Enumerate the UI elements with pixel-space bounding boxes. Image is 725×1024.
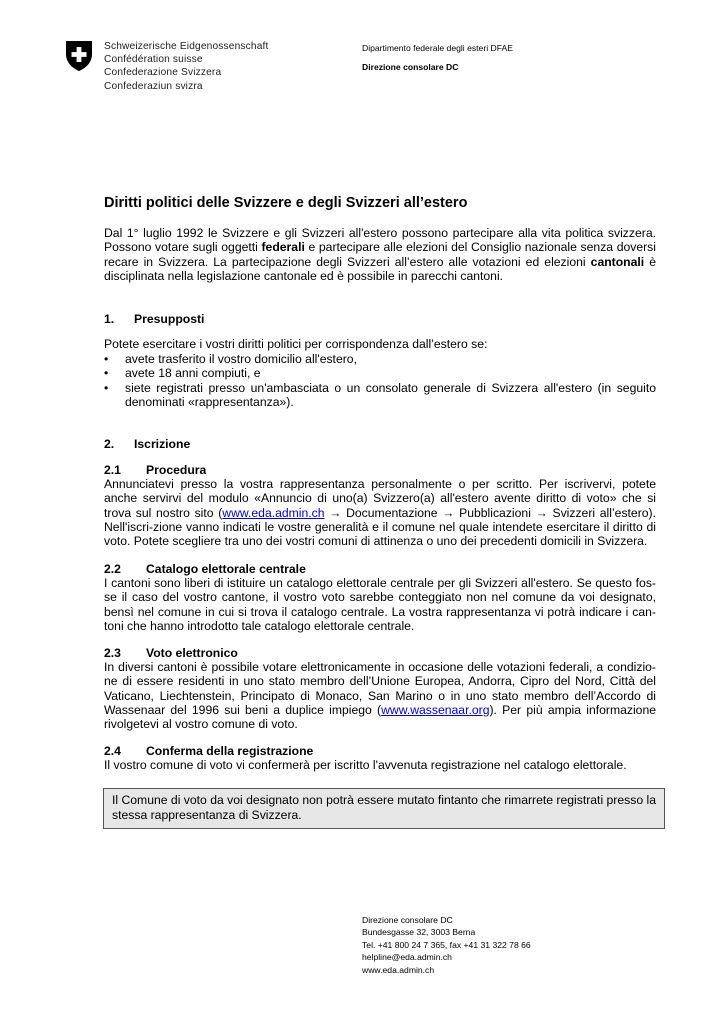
section-number: 1. [104,312,115,326]
section-2-heading [104,437,190,451]
notice-box: Il Comune di voto da voi designato non potrà essere mutato fintanto che rimarrete registrati presso la stessa rappresentanza di Svizzera. [103,788,665,829]
paragraph-text: → Documentazione → Pubblicazioni → Svizzeri all’estero). Nell'iscri-zione vanno indicati le vostre generalità e il comune nel quale intendete esercitare il diritto di voto. Potete scegliere tra uno dei vostri comuni di attinenza o uno dei precedenti domicili in Svizzera. [104,505,656,549]
list-item: • avete 18 anni compiuti, e [104,366,656,380]
eda-website-link[interactable]: www.eda.admin.ch [222,505,325,520]
subsection-number: 2.2 [104,562,121,576]
footer-website: www.eda.admin.ch [362,964,435,975]
intro-bold-cantonali: cantonali [590,254,645,269]
intro-bold-federali: federali [261,240,305,255]
directorate-name: Direzione consolare DC [362,62,459,72]
subsection-2-1-heading [104,463,206,477]
section-title: Iscrizione [134,437,191,451]
intro-text-1: Dal 1° luglio 1992 le Svizzere e gli Svizzeri all'estero possono partecipare alla vita politica svizzera. Possono votare sugli oggetti [104,226,656,255]
subsection-number: 2.3 [104,646,121,660]
confederation-names [104,40,269,93]
subsection-title: Procedura [146,463,207,477]
name-it: Confederazione Svizzera [104,67,222,79]
requirements-list [104,352,656,409]
section-number: 2. [104,437,115,451]
subsection-number: 2.1 [104,463,121,477]
wassenaar-website-link[interactable]: www.wassenaar.org [381,702,490,717]
section-title: Presupposti [134,312,205,326]
name-de: Schweizerische Eidgenossenschaft [104,41,269,52]
document-title: Diritti politici delle Svizzere e degli Svizzeri all’estero [104,195,468,211]
intro-text-2: e partecipare alle elezioni del Consiglio nazionale senza doversi recare in Svizzera. La partecipazione degli Svizzeri all’estero alle votazioni ed elezioni [104,240,656,269]
subsection-2-2-text: I cantoni sono liberi di istituire un catalogo elettorale centrale per gli Svizzeri all'estero. Se questo fos-se il caso del vostro cantone, il vostro voto sarebbe conteggiato non nel comune da voi designato, bensì nel comune in cui si trova il catalogo centrale. La vostra rappresentanza vi potrà indicare i can-toni che hanno introdotto tale catalogo elettorale centrale. [104,576,656,633]
name-fr: Confédération suisse [104,54,203,66]
list-item: • avete trasferito il vostro domicilio all'estero, [104,352,656,366]
department-name: Dipartimento federale degli esteri DFAE [362,43,513,53]
section-1-lead: Potete esercitare i vostri diritti politici per corrispondenza dall’estero se: [104,337,488,351]
intro-text-3: è disciplinata nella legislazione cantonale ed è possibile in parecchi cantoni. [104,254,656,283]
subsection-number: 2.4 [104,744,121,758]
subsection-2-3-heading [104,646,238,660]
subsection-2-3-text [104,660,656,731]
paragraph-text: Annunciatevi presso la vostra rappresentanza personalmente o per scritto. Per iscrivervi, potete anche servirvi del modulo «Annuncio di uno(a) Svizzero(a) all'estero avente diritto di voto» che si trova sul nostro sito ( [104,477,656,520]
footer-directorate: Direzione consolare DC [362,915,453,925]
footer-email: helpline@eda.admin.ch [362,952,452,963]
subsection-2-4-text: Il vostro comune di voto vi confermerà per iscritto l'avvenuta registrazione nel catalogo elettorale. [104,758,627,772]
swiss-cross-shield-icon [64,40,94,72]
subsection-2-1-text [104,477,656,548]
footer-phone-fax: Tel. +41 800 24 7 365, fax +41 31 322 78 66 [362,939,531,950]
footer-contact [362,914,531,976]
name-rm: Confederaziun svizra [104,80,203,92]
paragraph-text: ). Per più ampia informazione rivolgetevi al vostro comune di voto. [104,702,657,732]
subsection-title: Catalogo elettorale centrale [146,562,306,576]
subsection-title: Conferma della registrazione [146,744,314,758]
list-item: • siete registrati presso un'ambasciata o un consolato generale di Svizzera all'estero (in seguito denominati «rappresentanza»). [104,381,656,410]
paragraph-text: In diversi cantoni è possibile votare elettronicamente in occasione delle votazioni federali, a condizio-ne di essere residenti in uno stato membro dell’Unione Europea, Andorra, Cipro del Nord, Città del Vaticano, Liechtenstein, Principato di Monaco, San Marino o in uno stato membro dell’Accordo di Wassenaar del 1996 sui beni a duplice impiego ( [104,660,656,717]
section-1-heading [104,312,204,326]
subsection-2-2-heading [104,562,306,576]
intro-paragraph [104,226,656,283]
subsection-title: Voto elettronico [146,646,238,660]
subsection-2-4-heading [104,744,313,758]
footer-address: Bundesgasse 32, 3003 Berna [362,927,476,938]
